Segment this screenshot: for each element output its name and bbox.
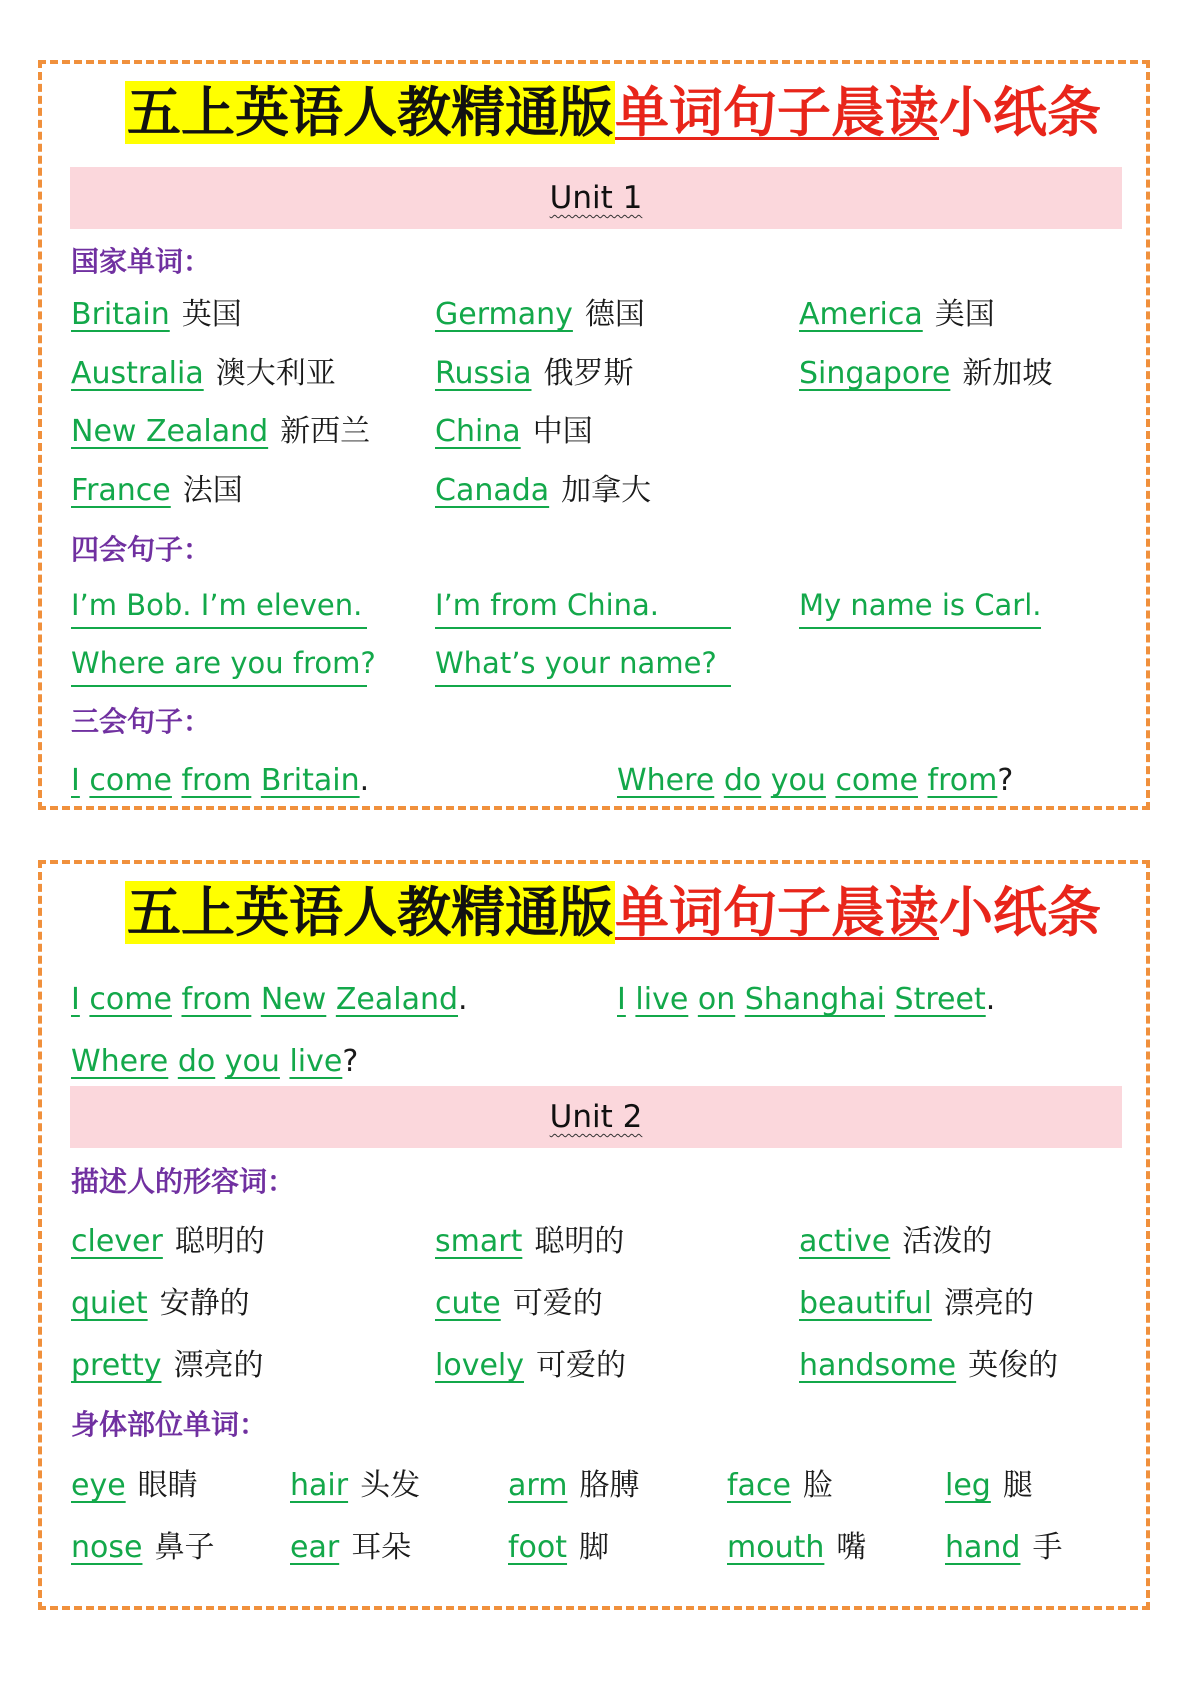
sentence-row <box>71 641 1131 685</box>
title-red-underlined-2: 晨读 <box>831 881 939 944</box>
vocab-item <box>71 469 243 513</box>
vocab-item <box>71 410 370 454</box>
vocab-row <box>71 1526 1131 1570</box>
english-word: ear <box>290 1530 340 1565</box>
vocab-item <box>71 293 242 337</box>
chinese-meaning: 脸 <box>802 1468 833 1503</box>
chinese-meaning: 美国 <box>934 297 995 332</box>
english-word: China <box>435 414 521 449</box>
vocab-item <box>290 1526 411 1570</box>
vocab-item <box>435 1220 624 1264</box>
english-word: clever <box>71 1224 163 1259</box>
sentence-word: Shanghai <box>744 982 885 1017</box>
chinese-meaning: 鼻子 <box>154 1530 215 1565</box>
chinese-meaning: 手 <box>1032 1530 1063 1565</box>
vocab-item <box>435 1344 626 1388</box>
vocab-item <box>435 410 593 454</box>
chinese-meaning: 耳朵 <box>351 1530 412 1565</box>
chinese-meaning: 中国 <box>532 414 593 449</box>
sentence-row <box>71 583 1131 627</box>
english-word: eye <box>71 1468 126 1503</box>
sentence-word: I <box>71 982 80 1017</box>
title-red-underlined: 单词句子 <box>615 881 831 944</box>
title-highlight: 五上英语人教精通版 <box>127 81 613 144</box>
vocab-item <box>71 1526 214 1570</box>
title-red-underlined: 单词句子 <box>615 81 831 144</box>
sentence-word: I <box>617 982 626 1017</box>
vocab-item <box>71 1344 263 1388</box>
title-red: 小纸条 <box>939 81 1101 144</box>
sentence-word: New <box>260 982 327 1017</box>
english-word: nose <box>71 1530 143 1565</box>
english-word: Britain <box>71 297 170 332</box>
chinese-meaning: 俄罗斯 <box>543 356 634 391</box>
chinese-meaning: 活泼的 <box>902 1224 993 1259</box>
english-word: arm <box>508 1468 568 1503</box>
chinese-meaning: 澳大利亚 <box>215 356 336 391</box>
sentence: I’m Bob. I’m eleven. <box>71 583 367 629</box>
vocab-item <box>435 352 634 396</box>
chinese-meaning: 漂亮的 <box>173 1348 264 1383</box>
sentence-word: live <box>289 1044 343 1079</box>
vocab-item <box>799 352 1052 396</box>
chinese-meaning: 加拿大 <box>561 473 652 508</box>
english-word: Russia <box>435 356 532 391</box>
chinese-meaning: 英国 <box>181 297 242 332</box>
vocab-item <box>727 1526 866 1570</box>
english-word: foot <box>508 1530 568 1565</box>
vocab-row <box>71 1282 1131 1326</box>
unit-label: Unit 1 <box>549 180 643 216</box>
vocab-row <box>71 410 1131 454</box>
sentence-punctuation: . <box>458 982 468 1017</box>
english-word: America <box>799 297 923 332</box>
vocab-row <box>71 293 1131 337</box>
sentence-word: do <box>723 763 762 798</box>
section-heading: 四会句子： <box>71 533 212 566</box>
sentence-row <box>71 1040 1131 1084</box>
chinese-meaning: 聪明的 <box>534 1224 625 1259</box>
english-word: cute <box>435 1286 501 1321</box>
english-word: Singapore <box>799 356 951 391</box>
sentence-word: Britain <box>260 763 360 798</box>
chinese-meaning: 法国 <box>182 473 243 508</box>
english-word: hand <box>945 1530 1021 1565</box>
title-red-underlined-2: 晨读 <box>831 81 939 144</box>
sentence-row <box>71 978 1131 1022</box>
section-heading: 三会句子： <box>71 705 212 738</box>
english-word: quiet <box>71 1286 148 1321</box>
sentence <box>71 978 468 1022</box>
chinese-meaning: 腿 <box>1002 1468 1033 1503</box>
sentence-punctuation: . <box>985 982 996 1017</box>
sentence-word: Zealand <box>335 982 459 1017</box>
english-word: handsome <box>799 1348 957 1383</box>
english-word: hair <box>290 1468 349 1503</box>
section-heading: 描述人的形容词： <box>71 1165 296 1198</box>
sentence-word: from <box>181 982 252 1017</box>
english-word: Germany <box>435 297 573 332</box>
vocab-item <box>290 1464 420 1508</box>
sentence-word: do <box>177 1044 216 1079</box>
english-word: New Zealand <box>71 414 269 449</box>
english-word: lovely <box>435 1348 524 1383</box>
sentence-word: on <box>697 982 736 1017</box>
page-title <box>125 870 1101 956</box>
vocab-row <box>71 352 1131 396</box>
vocab-item <box>799 293 995 337</box>
sentence: My name is Carl. <box>799 583 1041 629</box>
sentence <box>71 1040 358 1084</box>
english-word: Australia <box>71 356 204 391</box>
chinese-meaning: 可爱的 <box>512 1286 603 1321</box>
chinese-meaning: 漂亮的 <box>943 1286 1034 1321</box>
unit-label: Unit 2 <box>549 1099 643 1135</box>
vocab-item <box>799 1220 992 1264</box>
sentence <box>617 759 1013 803</box>
sentence <box>71 759 369 803</box>
sentence-word: come <box>89 763 172 798</box>
chinese-meaning: 头发 <box>360 1468 421 1503</box>
english-word: beautiful <box>799 1286 932 1321</box>
sentence-word: live <box>635 982 689 1017</box>
sentence: What’s your name? <box>435 641 731 687</box>
sentence: Where are you from? <box>71 641 367 687</box>
english-word: France <box>71 473 171 508</box>
chinese-meaning: 可爱的 <box>536 1348 626 1383</box>
vocab-item <box>799 1282 1034 1326</box>
chinese-meaning: 脚 <box>579 1530 610 1565</box>
section-heading: 国家单词： <box>71 245 212 278</box>
vocab-item <box>508 1526 609 1570</box>
sentence <box>617 978 995 1022</box>
chinese-meaning: 嘴 <box>836 1530 867 1565</box>
sentence-word: Where <box>71 1044 169 1079</box>
section-heading: 身体部位单词： <box>71 1408 268 1441</box>
title-red: 小纸条 <box>939 881 1101 944</box>
chinese-meaning: 新西兰 <box>280 414 371 449</box>
english-word: Canada <box>435 473 550 508</box>
sentence-word: come <box>89 982 172 1017</box>
english-word: smart <box>435 1224 523 1259</box>
vocab-item <box>435 469 651 513</box>
vocab-item <box>508 1464 639 1508</box>
sentence-punctuation: ? <box>997 763 1014 798</box>
vocab-item <box>435 293 645 337</box>
page-title <box>125 70 1101 156</box>
vocab-item <box>435 1282 603 1326</box>
sentence: I’m from China. <box>435 583 731 629</box>
vocab-item <box>945 1464 1033 1508</box>
sentence-word: from <box>927 763 998 798</box>
sentence-punctuation: ? <box>342 1044 359 1079</box>
sentence-word: from <box>181 763 252 798</box>
english-word: pretty <box>71 1348 162 1383</box>
chinese-meaning: 英俊的 <box>968 1348 1059 1383</box>
vocab-item <box>727 1464 833 1508</box>
vocab-item <box>71 1220 265 1264</box>
sentence-word: I <box>71 763 80 798</box>
english-word: leg <box>945 1468 991 1503</box>
unit-bar <box>70 1086 1122 1148</box>
chinese-meaning: 胳膊 <box>579 1468 640 1503</box>
chinese-meaning: 聪明的 <box>174 1224 265 1259</box>
vocab-item <box>71 1282 250 1326</box>
unit-bar <box>70 167 1122 229</box>
english-word: active <box>799 1224 891 1259</box>
vocab-row <box>71 1220 1131 1264</box>
chinese-meaning: 德国 <box>584 297 645 332</box>
english-word: face <box>727 1468 791 1503</box>
sentence-word: you <box>770 763 826 798</box>
chinese-meaning: 安静的 <box>159 1286 250 1321</box>
vocab-row <box>71 1464 1131 1508</box>
title-highlight: 五上英语人教精通版 <box>127 881 613 944</box>
vocab-row <box>71 469 1131 513</box>
vocab-item <box>945 1526 1062 1570</box>
sentence-word: Where <box>617 763 715 798</box>
vocab-item <box>71 352 336 396</box>
chinese-meaning: 新加坡 <box>962 356 1053 391</box>
sentence-row <box>71 759 1131 803</box>
vocab-item <box>799 1344 1058 1388</box>
vocab-row <box>71 1344 1131 1388</box>
sentence-word: come <box>835 763 918 798</box>
chinese-meaning: 眼睛 <box>137 1468 198 1503</box>
vocab-item <box>71 1464 198 1508</box>
sentence-word: Street <box>894 982 986 1017</box>
sentence-word: you <box>224 1044 280 1079</box>
sentence-punctuation: . <box>359 763 370 798</box>
english-word: mouth <box>727 1530 825 1565</box>
